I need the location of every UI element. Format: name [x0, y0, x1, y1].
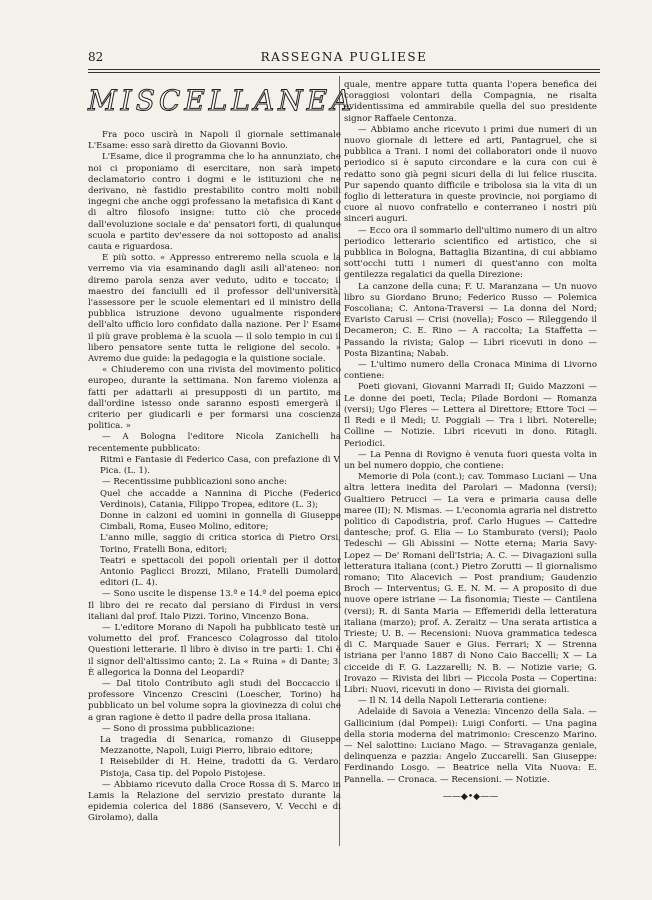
book-entry: L'anno mille, saggio di critica storica di Pietro Orsi, Torino, Fratelli Bona, editori; — [100, 533, 341, 555]
paragraph: — Sono uscite le dispense 13.ª e 14.ª del poema epico Il libro dei re recato dal persiano di Firdusi in versi italiani dal prof. Italo Pizzi. Torino, Vincenzo Bona. — [88, 589, 341, 622]
page-number: 82 — [88, 50, 104, 64]
paragraph: « Chiuderemo con una rivista del movimento politico europeo, durante la settimana. Non faremo violenza ai fatti per adattarli ai presupposti di un partito, ma dall'ordine istesso onde saranno esposti emergerà il criterio per giudicarli e per formarsi una coscienza politica. » — [88, 365, 341, 432]
right-column — [344, 80, 597, 803]
paragraph: — Ecco ora il sommario dell'ultimo numero di un altro periodico letterario scientifico ed artistico, che si pubblica in Bologna, Battaglia Bizantina, di cui abbiamo sott'occhi tutti i numeri di quest'anno con molta gentilezza regalatici da quella Direzione: — [344, 225, 597, 281]
paragraph: — Il N. 14 della Napoli Letteraria contiene: — [358, 696, 547, 707]
contents-list: Memorie di Pola (cont.); cav. Tommaso Luciani — Una altra lettera inedita del Parolari — Madonna (versi); Gualtiero Petrucci — La vera e primaria causa delle maree (II); N. Mismas. — L'economia agraria nel distretto politico di Capodistria, prof. Carlo Hugues — Cattedre dantesche; prof. G. Elia — Lo Stamburato (versi); Paolo Tedeschi — Gli Abissini — Notte eterna; Maria Savy-Lopez — De' Romani dell'Istria; A. C. — Divagazioni sulla letteratura italiana (cont.) Pietro Zorutti — Il giornalismo romano; Tito Alacevich — Post prandium; Gaudenzio Broch — Interventus; G. E. N. M. — A proposito di due nuove opere istriane — La fisonomia; Tieste — Cantilena (versi); R. di Santa Maria — Effemeridi della letteratura italiana (marzo); prof. A. Zeraitz — Una serata artistica a Trieste; U. B. — Recensioni: Nuova grammatica tedesca di C. Marquade Sauer e Gius. Ferrari; X — Strenna istriana per l'anno 1887 di Nono Caio Baccelli; X — La cicceide di F. G. Lazzarelli; N. B. — Notizie varie; G. Irovazo — Rivista dei libri — Piccola Posta — Copertina: Libri: Nuovi, ricevuti in dono — Rivista dei giornali. — [344, 472, 597, 695]
book-entry: Quel che accadde a Nannina di Picche (Federico Verdinois), Catania, Filippo Tropea, editore (L. 3); — [100, 488, 341, 510]
book-entry: Donne in calzoni ed uomini in gonnella di Giuseppe Cimbali, Roma, Euseo Molino, editore; — [100, 510, 341, 533]
header-rule — [88, 69, 600, 73]
paragraph: — L'editore Morano di Napoli ha pubblicato testè un volumetto del prof. Francesco Colagrosso dal titolo: Questioni letterarie. Il libro è diviso in tre parti: 1. Chi è il signor dell'altissimo canto; 2. La « Ruina » di Dante; 3. È allegorica la Donna del Leopardi? — [88, 622, 341, 678]
paragraph: — A Bologna l'editore Nicola Zanichelli ha recentemente pubblicato: — [88, 432, 341, 454]
contents-list: Poeti giovani, Giovanni Marradi II; Guido Mazzoni — Le donne dei poeti, Tecla; Pilade Bordoni — Romanza (versi); Ugo Fleres — Lettera al Direttore; Ettore Toci — Il Redi e il Medi; U. Poggiali — Tra i libri. Noterelle; Colline — Notizie. Libri ricevuti in dono. Ritagli. Periodici. — [344, 382, 597, 449]
paragraph: E più sotto. « Appresso entreremo nella scuola e la verremo via via esaminando dagli asili all'ateneo: non diremo parola senza aver veduto, udito e toccato; il maestro dei fanciulli ed il professor dell'università, l'assessore per le scuole elementari ed il ministro della pubblica istruzione devono ugualmente rispondere dell'alto ufficio loro confidato dalla nazione. Per l' Esame il più grave problema è la scuola — il solo tempio in cui il libero pensatore sente tutta le religione del secolo. » Avremo due guide: la pedagogia e la quistione sociale. — [88, 253, 341, 365]
page-header — [88, 50, 600, 68]
contents-list: La canzone della cuna; F. U. Maranzana — Un nuovo libro su Giordano Bruno; Federico Russo — Polemica Foscoliana; C. Antona-Traversi — La donna del Nord; Evaristo Carusi — Crisi (novella); Fosco — Rileggendo il Decameron; C. E. Rino — A raccolta; La Staffetta — Passando la rivista; Galop — Libri ricevuti in dono — Posta Bizantina; Nabab. — [344, 281, 597, 359]
paragraph: quale, mentre appare tutta quanta l'opera benefica dei coraggiosi volontari della Compagnia, ne risalta evidentissima ed ammirabile quella del suo presidente signor Raffaele Centonza. — [344, 80, 597, 124]
paragraph: — L'ultimo numero della Cronaca Minima di Livorno contiene: — [344, 360, 597, 382]
contents-list: Adelaide di Savoia a Venezia: Vincenzo della Sala. — Gallicinium (dal Pompei): Luigi Conforti. — Una pagina della storia moderna del matrimonio: Crescenzo Marino. — Nel salottino: Luciano Mago. — Stravaganza geniale, delinquenza e pazzia: Angelo Zuccarelli. San Giuseppe: Ferdinando Losgo. — Beatrice nella Vita Nuova: E. Pannella. — Cronaca. — Recensioni. — Notizie. — [344, 707, 597, 785]
paragraph: — Sono di prossima pubblicazione: — [102, 723, 255, 734]
left-column — [88, 76, 356, 825]
book-entry: Teatri e spettacoli dei popoli orientali per il dottor Antonio Paglicci Brozzi, Milano, Fratelli Dumolard, editori (L. 4). — [100, 555, 341, 589]
paragraph: — La Penna di Rovigno è venuta fuori questa volta in un bel numero doppio, che contiene: — [344, 449, 597, 471]
paragraph: — Recentissime pubblicazioni sono anche: — [102, 477, 288, 488]
paragraph: — Abbiamo anche ricevuto i primi due numeri di un nuovo giornale di lettere ed arti, Pantagruel, che si pubblica a Trani. I nomi dei collaboratori onde il nuovo periodico si è saputo circondare e la cura con cui è redatto sono già pegni sicuri della di lui felice riuscita. Pur sapendo quanto difficile e tribolosa sia la vita di un foglio di letteratura in queste provincie, noi porgiamo di cuore al nuovo confratello e conterraneo i nostri più sinceri auguri. — [344, 124, 597, 225]
running-title: RASSEGNA PUGLIESE — [260, 50, 428, 64]
paragraph: — Abbiamo ricevuto dalla Croce Rossa di S. Marco in Lamis la Relazione del servizio prestato durante la epidemia colerica del 1886 (Sansevero, V. Vecchi e di Girolamo), dalla — [88, 779, 341, 824]
book-entry: I Reisebilder di H. Heine, tradotti da G. Verdaro. Pistoja, Casa tip. del Popolo Pistojese. — [100, 757, 341, 779]
paragraph: Fra poco uscirà in Napoli il giornale settimanale L'Esame: esso sarà diretto da Giovanni Bovio. — [88, 130, 341, 152]
paragraph: — Dal titolo Contributo agli studi del Boccaccio il professore Vincenzo Crescini (Loescher, Torino) ha pubblicato un bel volume sopra la giovinezza di colui che a gran ragione è detto il padre della prosa italiana. — [88, 678, 341, 723]
section-title: MISCELLANEA — [88, 84, 356, 117]
book-entry: La tragedia di Senarica, romanzo di Giuseppe Mezzanotte, Napoli, Luigi Pierro, libraio editore; — [100, 734, 341, 757]
book-entry: Ritmi e Fantasie di Federico Casa, con prefazione di V. Pica. (L. 1). — [100, 454, 341, 477]
end-ornament: ——◆•◆—— — [442, 791, 499, 802]
paragraph: L'Esame, dice il programma che lo ha annunziato, che noi ci proponiamo di esercitare, non sarà impeto declamatorio contro i dogmi e le istituzioni che ne derivano, nè fastidio prestabilito contro molti nobili ingegni che anche oggi professano la metafisica di Kant o di altro filosofo insigne: tutto ciò che procede dall'evoluzione sociale e da' pensatori forti, di qualunque scuola e partito dev'essere da noi sottoposto ad analisi cauta e riguardosa. — [88, 152, 341, 253]
